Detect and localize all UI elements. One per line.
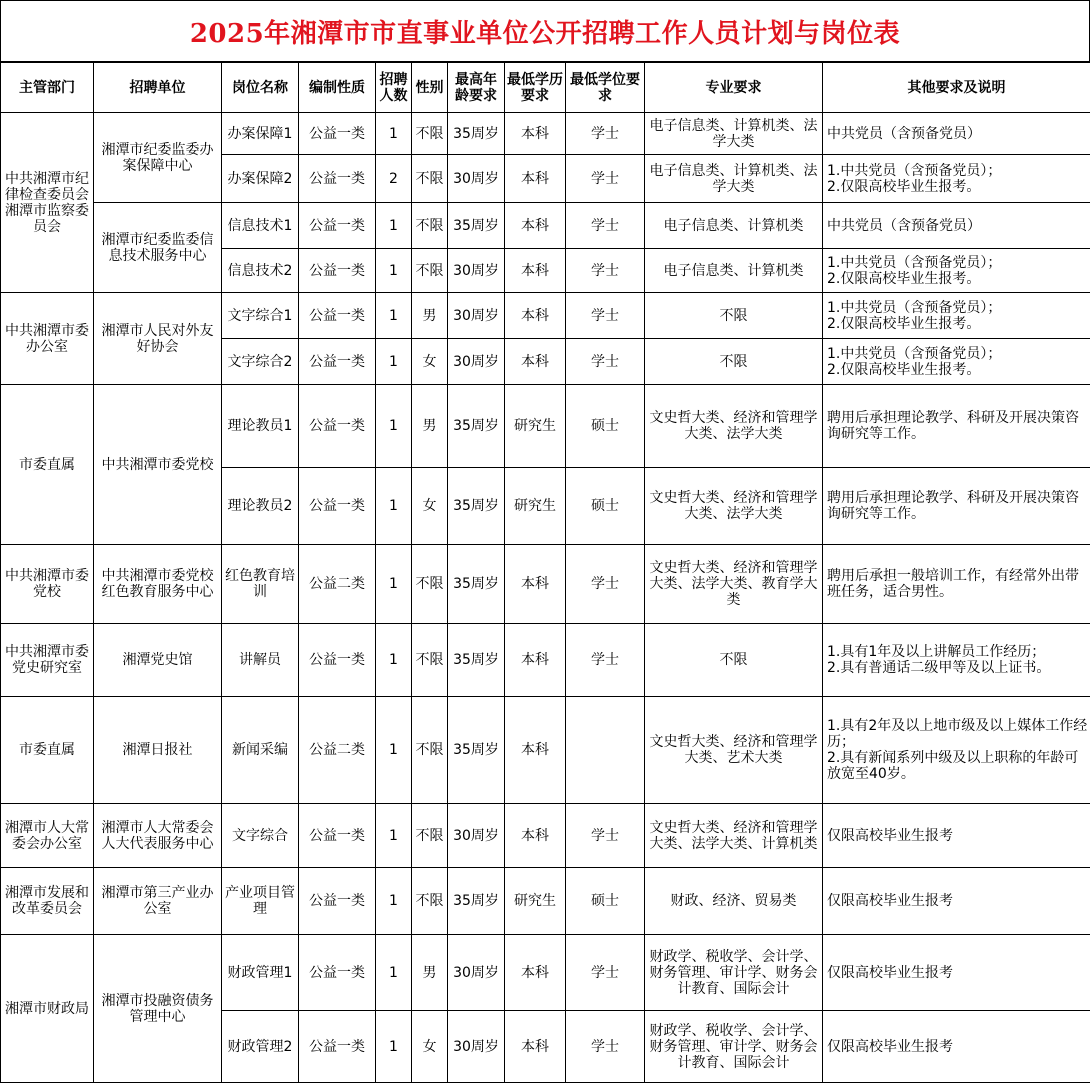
age-cell: 30周岁 — [448, 935, 505, 1011]
nature-cell: 公益一类 — [299, 249, 376, 293]
gender-cell: 不限 — [412, 203, 448, 249]
other-cell: 1.中共党员（含预备党员）； 2.仅限高校毕业生报考。 — [823, 249, 1090, 293]
age-cell: 35周岁 — [448, 113, 505, 155]
post-cell: 产业项目管理 — [222, 868, 299, 935]
major-cell: 文史哲大类、经济和管理学大类、艺术大类 — [645, 697, 823, 804]
count-cell: 1 — [376, 339, 412, 385]
degree-cell: 学士 — [566, 203, 645, 249]
degree-cell: 硕士 — [566, 868, 645, 935]
other-cell: 聘用后承担理论教学、科研及开展决策咨询研究等工作。 — [823, 385, 1090, 468]
header-gender: 性别 — [412, 63, 448, 113]
table-row — [1, 293, 1090, 339]
degree-cell: 学士 — [566, 624, 645, 697]
post-cell: 办案保障1 — [222, 113, 299, 155]
nature-cell: 公益一类 — [299, 804, 376, 868]
other-cell: 中共党员（含预备党员） — [823, 203, 1090, 249]
age-cell: 35周岁 — [448, 697, 505, 804]
dept-cell: 湘潭市财政局 — [1, 935, 94, 1083]
page-title: 2025年湘潭市市直事业单位公开招聘工作人员计划与岗位表 — [0, 0, 1090, 62]
nature-cell: 公益一类 — [299, 113, 376, 155]
recruitment-table — [0, 62, 1090, 1083]
degree-cell: 硕士 — [566, 468, 645, 545]
age-cell: 35周岁 — [448, 868, 505, 935]
degree-cell — [566, 697, 645, 804]
table-row — [1, 697, 1090, 804]
edu-cell: 研究生 — [505, 868, 566, 935]
age-cell: 35周岁 — [448, 545, 505, 624]
edu-cell: 本科 — [505, 545, 566, 624]
edu-cell: 本科 — [505, 203, 566, 249]
major-cell: 不限 — [645, 624, 823, 697]
nature-cell: 公益二类 — [299, 545, 376, 624]
degree-cell: 学士 — [566, 339, 645, 385]
dept-cell: 市委直属 — [1, 697, 94, 804]
count-cell: 1 — [376, 804, 412, 868]
count-cell: 1 — [376, 868, 412, 935]
count-cell: 1 — [376, 203, 412, 249]
unit-cell: 湘潭市纪委监委办案保障中心 — [94, 113, 222, 203]
table-row — [1, 203, 1090, 249]
edu-cell: 本科 — [505, 935, 566, 1011]
other-cell: 中共党员（含预备党员） — [823, 113, 1090, 155]
count-cell: 1 — [376, 697, 412, 804]
count-cell: 1 — [376, 935, 412, 1011]
edu-cell: 研究生 — [505, 468, 566, 545]
count-cell: 1 — [376, 1011, 412, 1083]
degree-cell: 硕士 — [566, 385, 645, 468]
unit-cell: 湘潭党史馆 — [94, 624, 222, 697]
age-cell: 30周岁 — [448, 1011, 505, 1083]
header-unit: 招聘单位 — [94, 63, 222, 113]
count-cell: 1 — [376, 468, 412, 545]
gender-cell: 男 — [412, 935, 448, 1011]
post-cell: 文字综合1 — [222, 293, 299, 339]
edu-cell: 本科 — [505, 339, 566, 385]
other-cell: 1.具有2年及以上地市级及以上媒体工作经历； 2.具有新闻系列中级及以上职称的年龄可放宽至40岁。 — [823, 697, 1090, 804]
age-cell: 30周岁 — [448, 804, 505, 868]
major-cell: 文史哲大类、经济和管理学大类、法学大类 — [645, 385, 823, 468]
degree-cell: 学士 — [566, 804, 645, 868]
major-cell: 文史哲大类、经济和管理学大类、法学大类、计算机类 — [645, 804, 823, 868]
nature-cell: 公益一类 — [299, 624, 376, 697]
unit-cell: 湘潭市人大常委会人大代表服务中心 — [94, 804, 222, 868]
gender-cell: 女 — [412, 468, 448, 545]
count-cell: 1 — [376, 293, 412, 339]
gender-cell: 男 — [412, 293, 448, 339]
count-cell: 1 — [376, 249, 412, 293]
dept-cell: 湘潭市发展和改革委员会 — [1, 868, 94, 935]
post-cell: 信息技术1 — [222, 203, 299, 249]
other-cell: 1.具有1年及以上讲解员工作经历； 2.具有普通话二级甲等及以上证书。 — [823, 624, 1090, 697]
count-cell: 1 — [376, 113, 412, 155]
header-degree: 最低学位要求 — [566, 63, 645, 113]
age-cell: 35周岁 — [448, 203, 505, 249]
header-major: 专业要求 — [645, 63, 823, 113]
major-cell: 电子信息类、计算机类 — [645, 203, 823, 249]
unit-cell: 湘潭市第三产业办公室 — [94, 868, 222, 935]
gender-cell: 女 — [412, 1011, 448, 1083]
other-cell: 1.中共党员（含预备党员）； 2.仅限高校毕业生报考。 — [823, 339, 1090, 385]
post-cell: 信息技术2 — [222, 249, 299, 293]
other-cell: 聘用后承担理论教学、科研及开展决策咨询研究等工作。 — [823, 468, 1090, 545]
major-cell: 电子信息类、计算机类 — [645, 249, 823, 293]
edu-cell: 本科 — [505, 697, 566, 804]
table-row — [1, 624, 1090, 697]
major-cell: 财政学、税收学、会计学、财务管理、审计学、财务会计教育、国际会计 — [645, 1011, 823, 1083]
edu-cell: 本科 — [505, 155, 566, 203]
post-cell: 讲解员 — [222, 624, 299, 697]
post-cell: 新闻采编 — [222, 697, 299, 804]
header-row — [1, 63, 1090, 113]
count-cell: 1 — [376, 624, 412, 697]
header-dept: 主管部门 — [1, 63, 94, 113]
header-edu: 最低学历要求 — [505, 63, 566, 113]
dept-cell: 中共湘潭市委办公室 — [1, 293, 94, 385]
header-nature: 编制性质 — [299, 63, 376, 113]
edu-cell: 本科 — [505, 804, 566, 868]
age-cell: 30周岁 — [448, 155, 505, 203]
table-row — [1, 113, 1090, 155]
unit-cell: 中共湘潭市委党校 — [94, 385, 222, 545]
degree-cell: 学士 — [566, 545, 645, 624]
edu-cell: 本科 — [505, 249, 566, 293]
age-cell: 35周岁 — [448, 624, 505, 697]
nature-cell: 公益一类 — [299, 1011, 376, 1083]
unit-cell: 湘潭市投融资债务管理中心 — [94, 935, 222, 1083]
edu-cell: 本科 — [505, 293, 566, 339]
count-cell: 1 — [376, 385, 412, 468]
age-cell: 30周岁 — [448, 249, 505, 293]
degree-cell: 学士 — [566, 293, 645, 339]
nature-cell: 公益一类 — [299, 293, 376, 339]
post-cell: 财政管理1 — [222, 935, 299, 1011]
count-cell: 2 — [376, 155, 412, 203]
gender-cell: 不限 — [412, 697, 448, 804]
age-cell: 35周岁 — [448, 468, 505, 545]
major-cell: 电子信息类、计算机类、法学大类 — [645, 155, 823, 203]
nature-cell: 公益一类 — [299, 868, 376, 935]
header-age: 最高年龄要求 — [448, 63, 505, 113]
major-cell: 财政学、税收学、会计学、财务管理、审计学、财务会计教育、国际会计 — [645, 935, 823, 1011]
post-cell: 财政管理2 — [222, 1011, 299, 1083]
nature-cell: 公益一类 — [299, 155, 376, 203]
other-cell: 仅限高校毕业生报考 — [823, 1011, 1090, 1083]
other-cell: 1.中共党员（含预备党员）； 2.仅限高校毕业生报考。 — [823, 293, 1090, 339]
table-row — [1, 935, 1090, 1011]
unit-cell: 湘潭市人民对外友好协会 — [94, 293, 222, 385]
major-cell: 文史哲大类、经济和管理学大类、法学大类、教育学大类 — [645, 545, 823, 624]
gender-cell: 不限 — [412, 804, 448, 868]
gender-cell: 不限 — [412, 113, 448, 155]
edu-cell: 本科 — [505, 1011, 566, 1083]
edu-cell: 研究生 — [505, 385, 566, 468]
dept-cell: 中共湘潭市委党史研究室 — [1, 624, 94, 697]
gender-cell: 不限 — [412, 868, 448, 935]
table-row — [1, 545, 1090, 624]
gender-cell: 不限 — [412, 249, 448, 293]
dept-cell: 市委直属 — [1, 385, 94, 545]
major-cell: 文史哲大类、经济和管理学大类、法学大类 — [645, 468, 823, 545]
table-row — [1, 385, 1090, 468]
post-cell: 理论教员2 — [222, 468, 299, 545]
nature-cell: 公益一类 — [299, 468, 376, 545]
table-row — [1, 868, 1090, 935]
post-cell: 理论教员1 — [222, 385, 299, 468]
unit-cell: 湘潭市纪委监委信息技术服务中心 — [94, 203, 222, 293]
post-cell: 文字综合 — [222, 804, 299, 868]
count-cell: 1 — [376, 545, 412, 624]
post-cell: 红色教育培训 — [222, 545, 299, 624]
other-cell: 聘用后承担一般培训工作，有经常外出带班任务，适合男性。 — [823, 545, 1090, 624]
degree-cell: 学士 — [566, 113, 645, 155]
age-cell: 30周岁 — [448, 293, 505, 339]
unit-cell: 湘潭日报社 — [94, 697, 222, 804]
nature-cell: 公益一类 — [299, 339, 376, 385]
gender-cell: 不限 — [412, 155, 448, 203]
degree-cell: 学士 — [566, 1011, 645, 1083]
other-cell: 仅限高校毕业生报考 — [823, 935, 1090, 1011]
nature-cell: 公益一类 — [299, 385, 376, 468]
edu-cell: 本科 — [505, 624, 566, 697]
other-cell: 仅限高校毕业生报考 — [823, 804, 1090, 868]
table-row — [1, 804, 1090, 868]
gender-cell: 女 — [412, 339, 448, 385]
unit-cell: 中共湘潭市委党校红色教育服务中心 — [94, 545, 222, 624]
gender-cell: 男 — [412, 385, 448, 468]
nature-cell: 公益一类 — [299, 935, 376, 1011]
dept-cell: 湘潭市人大常委会办公室 — [1, 804, 94, 868]
post-cell: 文字综合2 — [222, 339, 299, 385]
degree-cell: 学士 — [566, 249, 645, 293]
age-cell: 35周岁 — [448, 385, 505, 468]
degree-cell: 学士 — [566, 935, 645, 1011]
major-cell: 不限 — [645, 293, 823, 339]
age-cell: 30周岁 — [448, 339, 505, 385]
dept-cell: 中共湘潭市委党校 — [1, 545, 94, 624]
header-count: 招聘人数 — [376, 63, 412, 113]
degree-cell: 学士 — [566, 155, 645, 203]
dept-cell: 中共湘潭市纪律检查委员会湘潭市监察委员会 — [1, 113, 94, 293]
edu-cell: 本科 — [505, 113, 566, 155]
other-cell: 1.中共党员（含预备党员）； 2.仅限高校毕业生报考。 — [823, 155, 1090, 203]
major-cell: 不限 — [645, 339, 823, 385]
header-post: 岗位名称 — [222, 63, 299, 113]
nature-cell: 公益二类 — [299, 697, 376, 804]
gender-cell: 不限 — [412, 624, 448, 697]
post-cell: 办案保障2 — [222, 155, 299, 203]
header-other: 其他要求及说明 — [823, 63, 1090, 113]
major-cell: 财政、经济、贸易类 — [645, 868, 823, 935]
nature-cell: 公益一类 — [299, 203, 376, 249]
major-cell: 电子信息类、计算机类、法学大类 — [645, 113, 823, 155]
other-cell: 仅限高校毕业生报考 — [823, 868, 1090, 935]
gender-cell: 不限 — [412, 545, 448, 624]
